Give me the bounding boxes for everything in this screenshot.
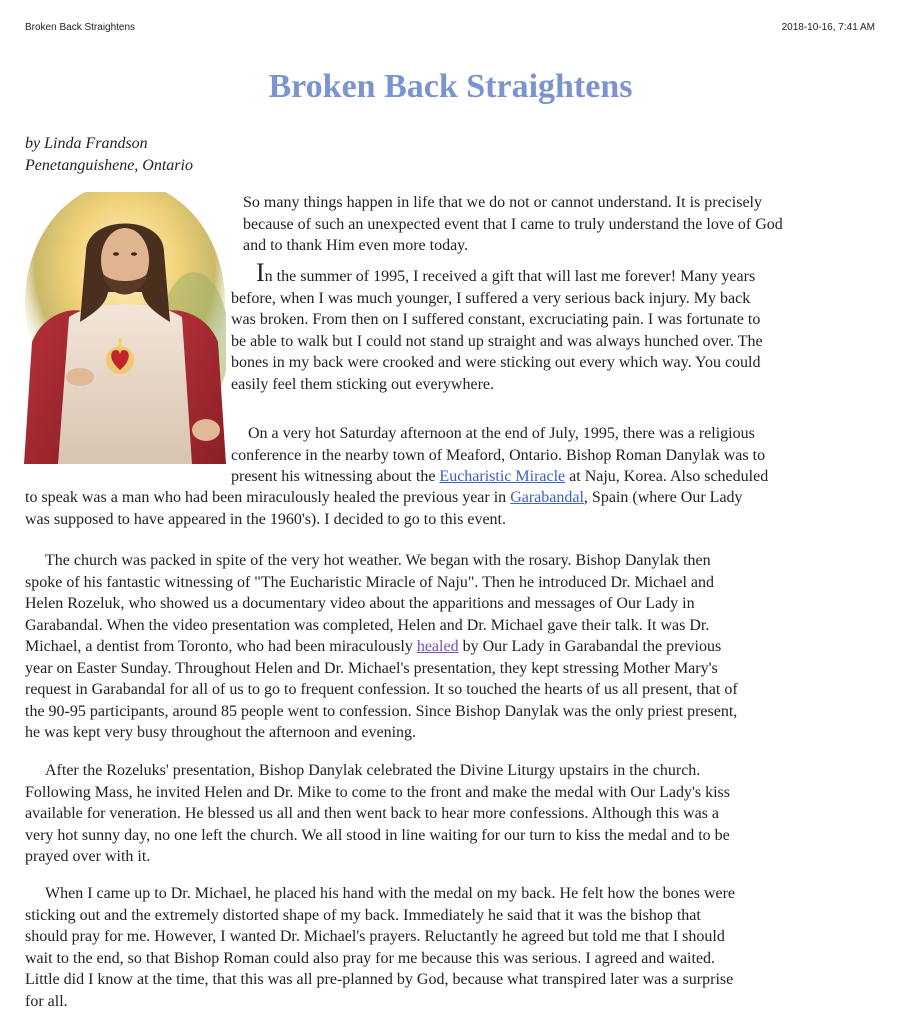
paragraph-6 — [25, 883, 735, 1012]
paragraph-line: Following Mass, he invited Helen and Dr. Mike to come to the front and make the medal with Our Lady's kiss — [25, 783, 730, 801]
print-header-title: Broken Back Straightens — [25, 22, 136, 33]
byline-place: Penetanguishene, Ontario — [25, 157, 193, 174]
paragraph-2 — [231, 258, 763, 395]
paragraph-line: he was kept very busy throughout the afternoon and evening. — [25, 724, 417, 741]
paragraph-line: Garabandal. When the video presentation was completed, Helen and Dr. Michael gave their talk. It was Dr. — [25, 616, 710, 634]
paragraph-line: wait to the end, so that Bishop Roman could also pray for me because this was serious. I agreed and waited. — [25, 949, 716, 967]
paragraph-line: was broken. From then on I suffered constant, excruciating pain. I was fortunate to — [231, 311, 761, 328]
garabandal-link[interactable]: Garabandal — [510, 489, 584, 506]
paragraph-line: The church was packed in spite of the very hot weather. We began with the rosary. Bishop Danylak then — [45, 552, 711, 569]
paragraph-line: the 90-95 participants, around 85 people went to confession. Since Bishop Danylak was the only priest present, — [25, 702, 738, 720]
paragraph-line: available for veneration. He blessed us all and then went back to hear more confessions. Although this was a — [25, 805, 720, 822]
paragraph-line: Helen Rozeluk, who showed us a documentary video about the apparitions and messages of Our Lady in — [25, 595, 695, 612]
paragraph-line: spoke of his fantastic witnessing of "The Eucharistic Miracle of Naju". Then he introduced Dr. Michael and — [25, 573, 715, 591]
paragraph-line: at Naju, Korea. Also scheduled — [565, 468, 769, 485]
paragraph-line: bones in my back were crooked and were sticking out every which way. You could — [231, 354, 761, 371]
paragraph-line: , Spain (where Our Lady — [583, 489, 743, 506]
paragraph-1 — [243, 192, 783, 257]
paragraph-line: very hot sunny day, no one left the church. We all stood in line waiting for our turn to kiss the medal and to be — [25, 826, 730, 844]
paragraph-5 — [25, 760, 730, 868]
paragraph-line: and to thank Him even more today. — [243, 237, 469, 254]
paragraph-line: Michael, a dentist from Toronto, who had been miraculously — [25, 638, 417, 655]
drop-cap: I — [256, 258, 265, 287]
paragraph-line: by Our Lady in Garabandal the previous — [458, 638, 722, 655]
paragraph-line: because of such an unexpected event that I came to truly understand the love of God — [243, 215, 783, 233]
paragraph-line: be able to walk but I could not stand up straight and was always hunched over. The — [231, 332, 763, 350]
page-title: Broken Back Straightens — [268, 68, 633, 105]
paragraph-line: before, when I was much younger, I suffered a very serious back injury. My back — [231, 289, 751, 307]
eucharistic-miracle-link[interactable]: Eucharistic Miracle — [439, 468, 566, 485]
paragraph-line: present his witnessing about the — [231, 468, 440, 485]
paragraph-line: After the Rozeluks' presentation, Bishop Danylak celebrated the Divine Liturgy upstairs in the church. — [45, 762, 701, 779]
paragraph-line: conference in the nearby town of Meaford, Ontario. Bishop Roman Danylak was to — [231, 446, 766, 464]
paragraph-line: for all. — [25, 992, 68, 1010]
paragraph-line: On a very hot Saturday afternoon at the end of July, 1995, there was a religious — [248, 425, 755, 442]
paragraph-line: sticking out and the extremely distorted shape of my back. Immediately he said that it was the bishop that — [25, 906, 701, 924]
paragraph-line: to speak was a man who had been miraculously healed the previous year in — [25, 489, 511, 506]
paragraph-line: easily feel them sticking out everywhere. — [231, 375, 495, 393]
healed-link[interactable]: healed — [416, 638, 459, 655]
byline-author: by Linda Frandson — [25, 135, 148, 152]
sacred-heart-jesus-image — [24, 192, 226, 464]
print-header-timestamp: 2018-10-16, 7:41 AM — [781, 22, 875, 33]
paragraph-3-continued — [25, 487, 743, 530]
paragraph-line: prayed over with it. — [25, 848, 151, 865]
paragraph-line: Little did I know at the time, that this was all pre-planned by God, because what transpired later was a surprise — [25, 971, 734, 988]
paragraph-4 — [25, 550, 738, 744]
paragraph-line: So many things happen in life that we do not or cannot understand. It is precisely — [243, 194, 762, 211]
paragraph-line: year on Easter Sunday. Throughout Helen and Dr. Michael's presentation, they kept stressing Mother Mary's — [25, 659, 718, 677]
paragraph-3 — [231, 423, 768, 488]
paragraph-line: should pray for me. However, I wanted Dr. Michael's prayers. Reluctantly he agreed but told me that I should — [25, 928, 725, 945]
paragraph-line: When I came up to Dr. Michael, he placed his hand with the medal on my back. He felt how the bones were — [45, 885, 735, 902]
paragraph-line: request in Garabandal for all of us to go to frequent confession. It so touched the hearts of us all present, that of — [25, 681, 738, 698]
byline — [25, 133, 193, 177]
paragraph-line: was supposed to have appeared in the 1960's). I decided to go to this event. — [25, 510, 506, 528]
paragraph-line: n the summer of 1995, I received a gift that will last me forever! Many years — [264, 268, 756, 285]
